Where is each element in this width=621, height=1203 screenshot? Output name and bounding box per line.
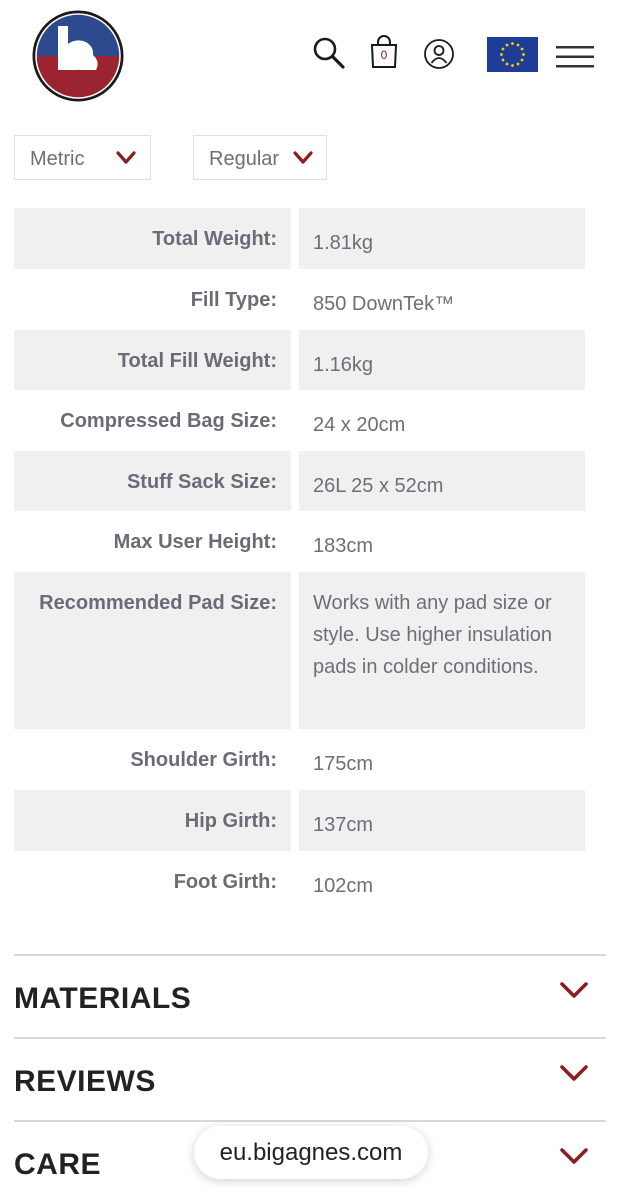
- spec-row-recommended-pad-size: [14, 572, 585, 729]
- spec-value: 102cm: [313, 875, 374, 897]
- hamburger-menu-icon[interactable]: [556, 44, 594, 70]
- unit-select-value: Metric: [30, 148, 85, 170]
- unit-select[interactable]: [14, 135, 151, 180]
- chevron-down-icon: [115, 150, 137, 166]
- size-select[interactable]: [193, 135, 327, 180]
- accordion-title: CARE: [14, 1148, 102, 1181]
- eu-star: [511, 64, 514, 67]
- cart-button[interactable]: [368, 34, 400, 70]
- spec-row-shoulder-girth: [14, 729, 585, 790]
- spec-row-total-weight: [14, 208, 585, 269]
- spec-label: Compressed Bag Size:: [60, 410, 277, 432]
- spec-label: Recommended Pad Size:: [14, 572, 291, 729]
- spec-label: Total Fill Weight:: [14, 330, 291, 390]
- browser-url-bar[interactable]: eu.bigagnes.com: [194, 1126, 428, 1179]
- spec-label: Fill Type:: [190, 289, 277, 311]
- spec-label: Shoulder Girth:: [130, 749, 277, 771]
- eu-star: [511, 42, 514, 45]
- eu-flag-icon[interactable]: [487, 37, 538, 72]
- spec-row-foot-girth: [14, 851, 585, 912]
- eu-star: [517, 44, 520, 47]
- spec-value: Works with any pad size or style. Use higher insulation pads in colder conditions.: [299, 572, 585, 729]
- spec-label: Max User Height:: [113, 531, 277, 553]
- eu-star: [502, 48, 505, 51]
- accordion-reviews[interactable]: [14, 1037, 606, 1120]
- spec-row-compressed-bag-size: [14, 390, 585, 451]
- spec-value: 1.81kg: [299, 208, 585, 269]
- spec-row-hip-girth: [14, 790, 585, 851]
- spec-value: 137cm: [299, 790, 585, 851]
- eu-star: [502, 59, 505, 62]
- eu-star: [506, 44, 509, 47]
- spec-value: 24 x 20cm: [313, 414, 406, 436]
- accordion-title: MATERIALS: [14, 982, 192, 1015]
- eu-star: [506, 63, 509, 66]
- chevron-down-icon: [558, 1146, 590, 1168]
- spec-value: 183cm: [313, 535, 374, 557]
- spec-row-max-user-height: [14, 511, 585, 572]
- eu-star: [517, 63, 520, 66]
- search-icon[interactable]: [312, 36, 346, 70]
- spec-label: Stuff Sack Size:: [14, 451, 291, 511]
- spec-label: Total Weight:: [14, 208, 291, 269]
- spec-value: 850 DownTek™: [313, 293, 455, 315]
- chevron-down-icon: [558, 980, 590, 1002]
- cart-count: 0: [380, 48, 388, 62]
- spec-value: 175cm: [313, 753, 374, 775]
- site-header: [0, 0, 621, 110]
- spec-label: Hip Girth:: [14, 790, 291, 851]
- accordion-title: REVIEWS: [14, 1065, 156, 1098]
- accordion-materials[interactable]: [14, 954, 606, 1037]
- eu-star: [522, 53, 525, 56]
- spec-row-stuff-sack-size: [14, 451, 585, 511]
- spec-value: 1.16kg: [299, 330, 585, 390]
- spec-row-fill-type: [14, 269, 585, 330]
- eu-star: [500, 53, 503, 56]
- spec-value: 26L 25 x 52cm: [299, 451, 585, 511]
- spec-label: Foot Girth:: [173, 871, 277, 893]
- eu-star: [521, 48, 524, 51]
- chevron-down-icon: [558, 1063, 590, 1085]
- size-select-value: Regular: [209, 148, 280, 170]
- chevron-down-icon: [292, 150, 314, 166]
- eu-star: [521, 59, 524, 62]
- account-icon[interactable]: [423, 38, 455, 70]
- spec-row-total-fill-weight: [14, 330, 585, 390]
- big-agnes-logo[interactable]: [32, 10, 124, 102]
